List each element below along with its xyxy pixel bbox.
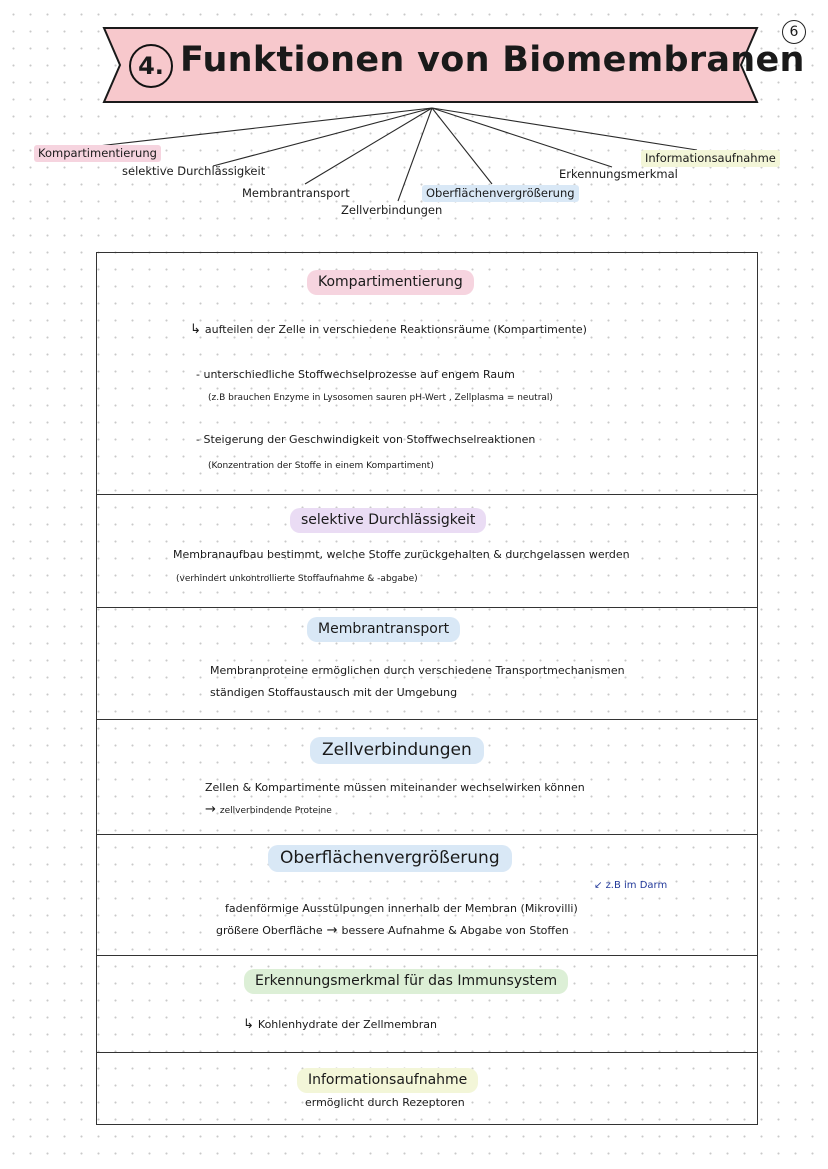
zellverbindungen-line-1: Zellen & Kompartimente müssen miteinander wechselwirken können <box>205 781 585 794</box>
kompartimentierung-line-5: (Konzentration der Stoffe in einem Kompartiment) <box>208 461 434 471</box>
selektive-line-2: (verhindert unkontrollierte Stoffaufnahme & -abgabe) <box>176 574 418 584</box>
heading-membrantransport: Membrantransport <box>307 617 460 642</box>
branch-kompartimentierung: Kompartimentierung <box>34 145 161 162</box>
zellverbindungen-text-2: zellverbindende Proteine <box>219 806 332 816</box>
information-line-1: ermöglicht durch Rezeptoren <box>305 1096 465 1109</box>
divider-3 <box>96 719 758 720</box>
branch-line-membrantransport <box>305 108 432 184</box>
heading-oberflaeche: Oberflächenvergrößerung <box>268 845 512 872</box>
branch-information: Informationsaufnahme <box>641 150 780 167</box>
oberflaeche-note-text: z.B im Darm <box>605 880 668 891</box>
zellverbindungen-line-2 <box>205 803 332 818</box>
divider-4 <box>96 834 758 835</box>
heading-kompartimentierung: Kompartimentierung <box>307 270 474 295</box>
branch-zellverbindungen: Zellverbindungen <box>341 203 443 217</box>
arrow-right-icon: → <box>205 802 216 817</box>
kompartimentierung-line-3: (z.B brauchen Enzyme in Lysosomen sauren pH-Wert , Zellplasma = neutral) <box>208 393 553 403</box>
oberflaeche-text-2b: bessere Aufnahme & Abgabe von Stoffen <box>341 924 569 937</box>
kompartimentierung-line-1 <box>190 323 587 337</box>
curved-arrow-icon: ↳ <box>190 322 201 337</box>
mindmap-lines <box>98 108 697 201</box>
erkennung-line-1 <box>243 1018 437 1032</box>
branch-line-oberflaeche <box>432 108 492 184</box>
membrantransport-line-1: Membranproteine ermöglichen durch verschiedene Transportmechanismen <box>210 664 625 677</box>
branch-oberflaeche: Oberflächenvergrößerung <box>422 185 579 202</box>
heading-selektive: selektive Durchlässigkeit <box>290 508 486 533</box>
membrantransport-line-2: ständigen Stoffaustausch mit der Umgebung <box>210 686 458 699</box>
kompartimentierung-line-4: - Steigerung der Geschwindigkeit von Stoffwechselreaktionen <box>196 433 536 446</box>
branch-erkennung: Erkennungsmerkmal <box>559 167 678 181</box>
selektive-line-1: Membranaufbau bestimmt, welche Stoffe zurückgehalten & durchgelassen werden <box>173 548 630 561</box>
title-number: 4. <box>129 44 173 88</box>
erkennung-text-1: Kohlenhydrate der Zellmembran <box>257 1018 437 1031</box>
divider-1 <box>96 494 758 495</box>
kompartimentierung-line-2: - unterschiedliche Stoffwechselprozesse auf engem Raum <box>196 368 515 381</box>
divider-2 <box>96 607 758 608</box>
heading-zellverbindungen: Zellverbindungen <box>310 737 484 764</box>
branch-membrantransport: Membrantransport <box>242 186 350 200</box>
heading-erkennung: Erkennungsmerkmal für das Immunsystem <box>244 969 568 994</box>
page-title: Funktionen von Biomembranen <box>180 40 805 80</box>
branch-selektive: selektive Durchlässigkeit <box>122 164 266 178</box>
arrow-right-icon: → <box>326 923 338 938</box>
oberflaeche-note <box>594 880 667 891</box>
oberflaeche-line-1: fadenförmige Ausstülpungen innerhalb der Membran (Mikrovilli) <box>225 902 578 915</box>
branch-line-erkennung <box>432 108 612 167</box>
heading-information: Informationsaufnahme <box>297 1068 478 1093</box>
note-arrow-icon: ↙ <box>594 880 606 891</box>
page-number: 6 <box>782 20 806 44</box>
divider-6 <box>96 1052 758 1053</box>
branch-line-selektive <box>213 108 432 166</box>
oberflaeche-line-2 <box>216 924 569 938</box>
branch-line-kompartimentierung <box>98 108 432 146</box>
kompartimentierung-text-1: aufteilen der Zelle in verschiedene Reaktionsräume (Kompartimente) <box>204 323 587 336</box>
divider-5 <box>96 955 758 956</box>
branch-line-information <box>432 108 697 150</box>
curved-arrow-icon: ↳ <box>243 1017 254 1032</box>
oberflaeche-text-2a: größere Oberfläche <box>216 924 323 937</box>
